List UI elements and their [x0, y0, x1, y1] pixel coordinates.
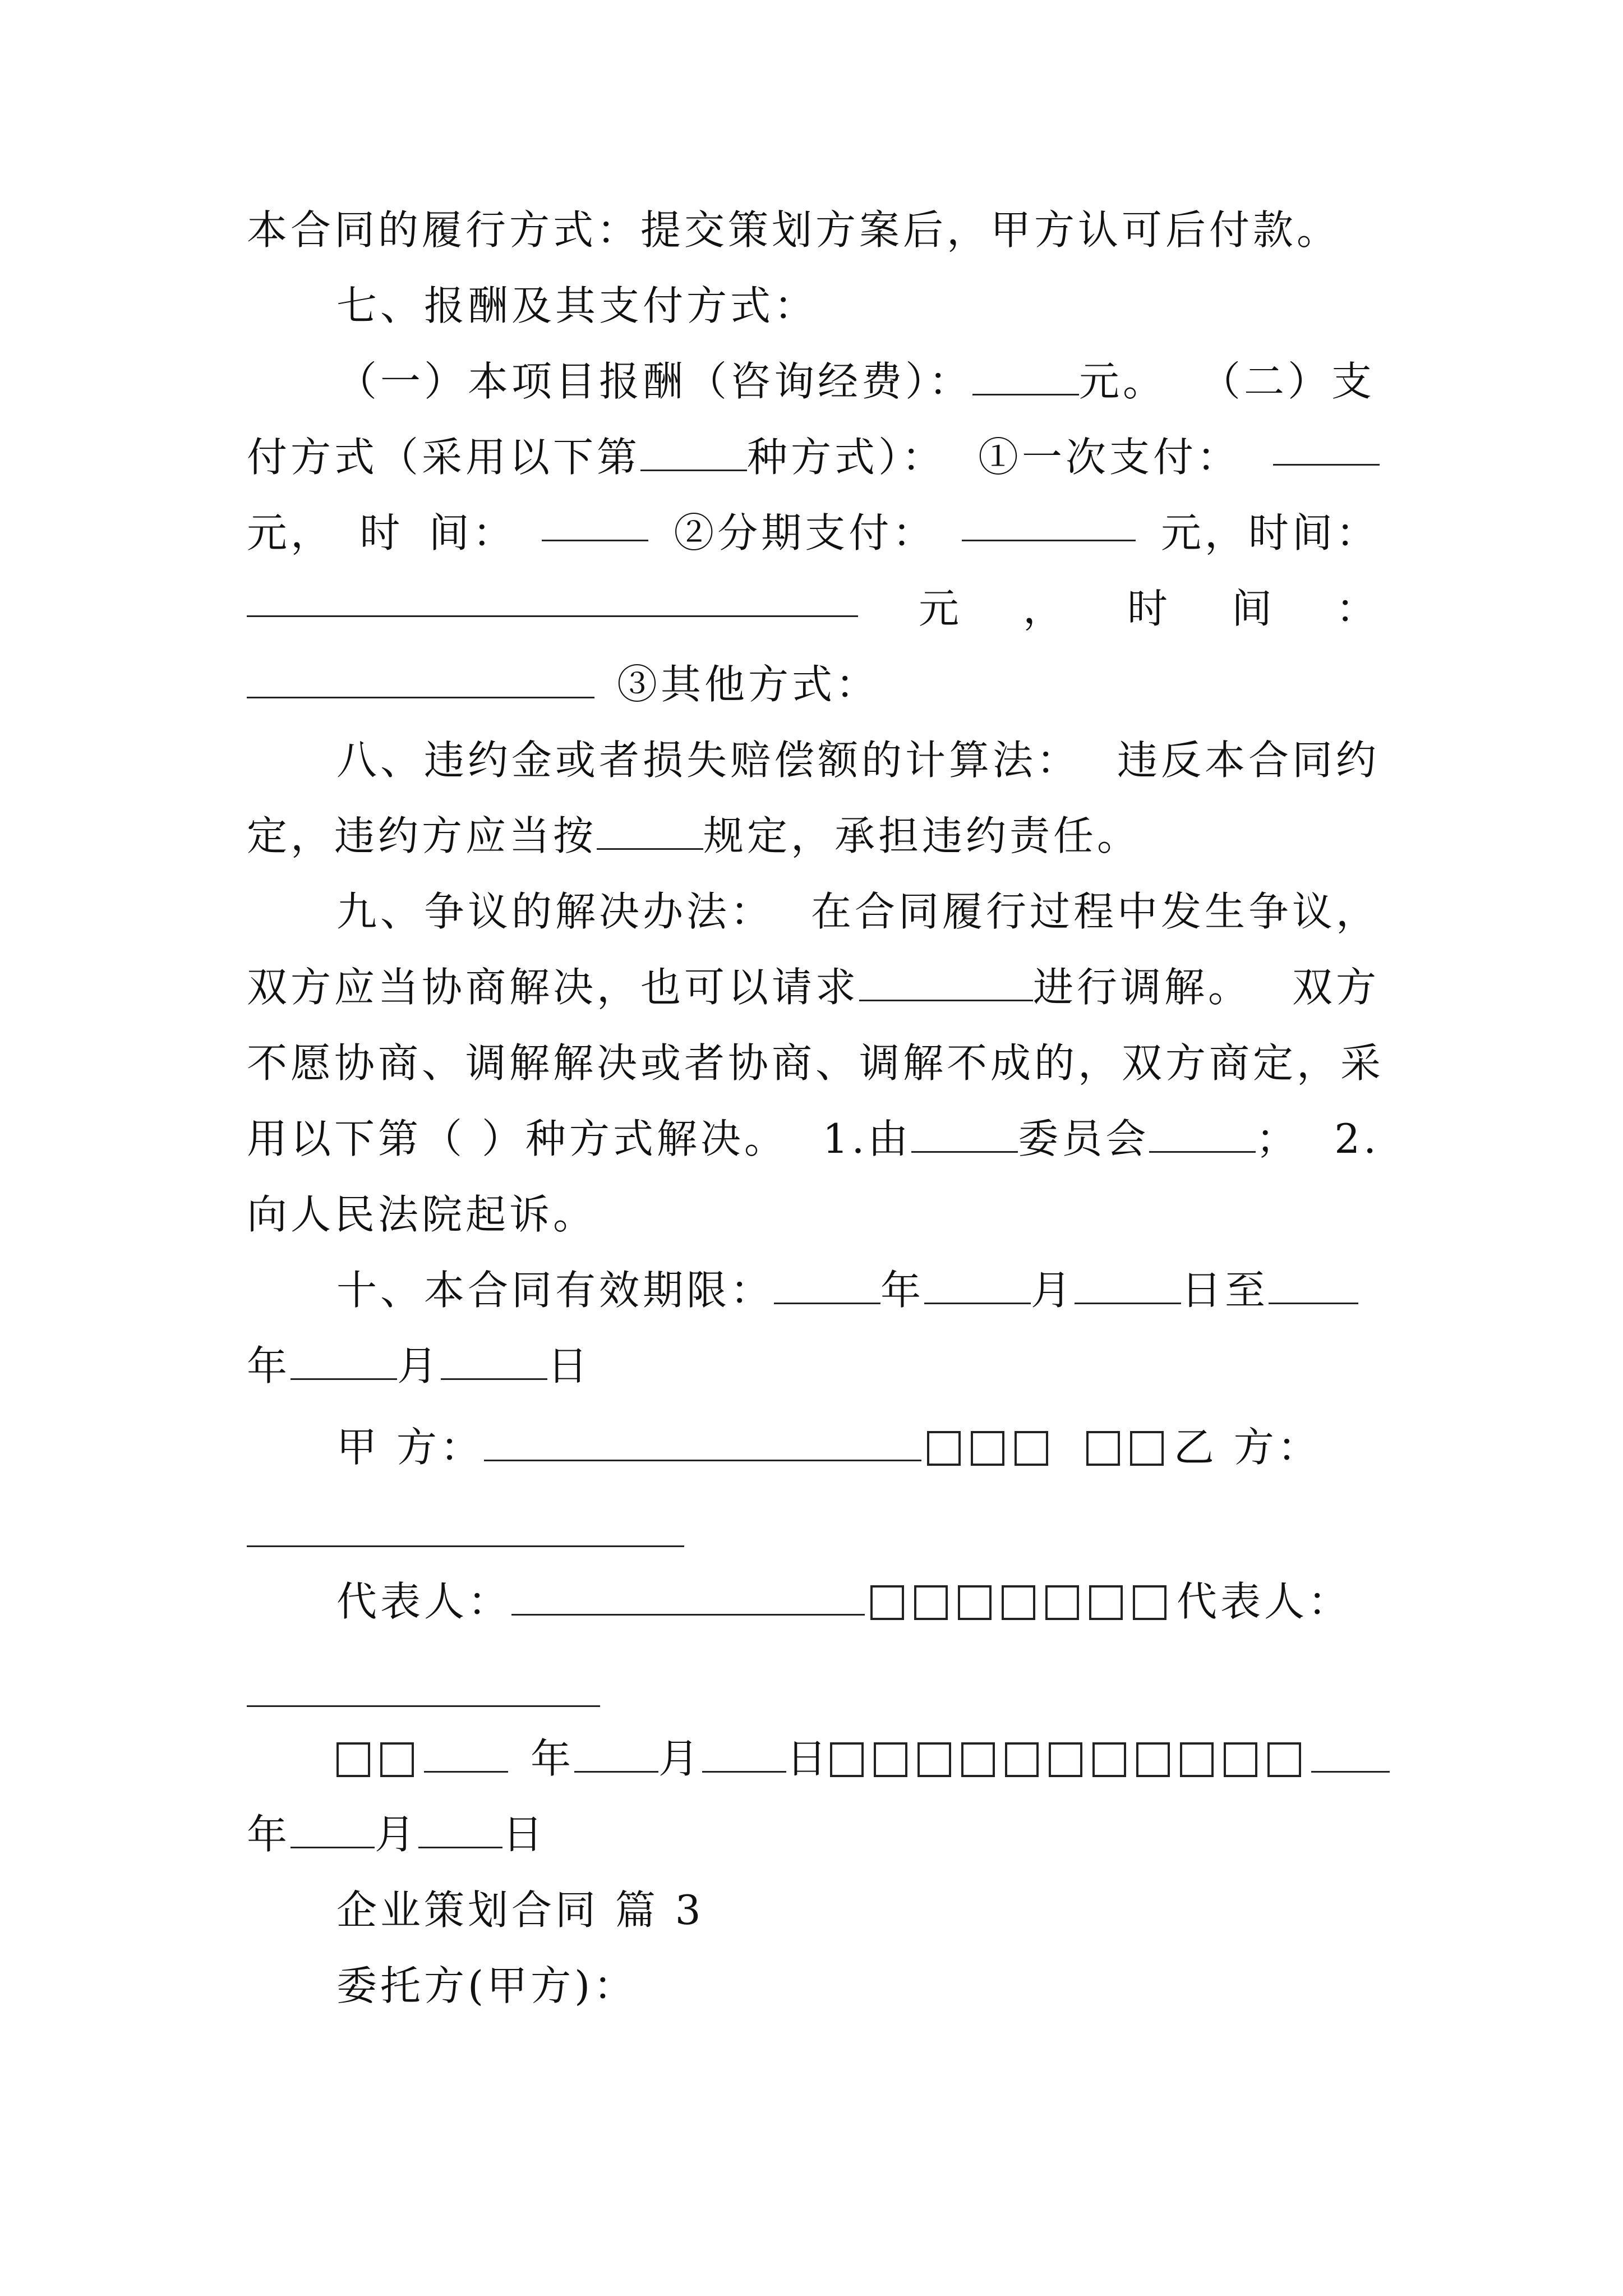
text-run: 九、争议的解决办法：	[336, 888, 774, 935]
blank-field[interactable]	[441, 1343, 547, 1380]
day-field[interactable]	[418, 1812, 502, 1848]
section-heading-7	[336, 278, 818, 334]
blank-field[interactable]	[859, 965, 1033, 1001]
blank-field[interactable]	[247, 662, 594, 698]
text-run: 规定，承担违约责任。	[703, 812, 1141, 859]
text-run: 向人民法院起诉。	[247, 1191, 597, 1238]
party-b-label: 乙 方：	[1173, 1424, 1321, 1471]
text-run: 间：	[428, 509, 517, 556]
paragraph-line	[247, 959, 1380, 1015]
paragraph-line	[247, 1111, 1380, 1167]
party-a-field[interactable]	[484, 1425, 921, 1461]
text-run: 日至	[1181, 1267, 1269, 1314]
placeholder-box	[1086, 1431, 1120, 1466]
placeholder-box	[971, 1431, 1004, 1466]
placeholder-box	[914, 1585, 948, 1620]
paragraph-line	[247, 1338, 591, 1394]
placeholder-box	[380, 1742, 414, 1777]
placeholder-box	[958, 1585, 992, 1620]
placeholder-box	[1267, 1742, 1301, 1777]
text-run: 月	[1031, 1267, 1075, 1314]
placeholder-box	[961, 1742, 995, 1777]
text-run: 1.由	[822, 1115, 912, 1162]
blank-field[interactable]	[924, 1268, 1031, 1304]
text-run: 年	[531, 1735, 575, 1782]
representative-b-label: 代表人：	[1177, 1578, 1352, 1625]
text-run: 种方式）：	[747, 434, 946, 481]
year-field[interactable]	[1311, 1736, 1390, 1773]
placeholder-box	[1049, 1742, 1082, 1777]
placeholder-box	[1130, 1431, 1164, 1466]
placeholder-box	[830, 1742, 864, 1777]
text-run: 双方应当协商解决，也可以请求	[247, 964, 860, 1011]
text-run: 本合同的履行方式：提交策划方案后，甲方认可后付款。	[247, 206, 1341, 254]
placeholder-box	[1180, 1742, 1214, 1777]
paragraph-line	[336, 1958, 637, 2014]
paragraph-line	[247, 1806, 546, 1862]
blank-field[interactable]	[911, 1116, 1018, 1153]
party-b-field[interactable]	[247, 1545, 684, 1547]
text-run: 八、违约金或者损失赔偿额的计算法：	[336, 737, 1081, 784]
representative-a-field[interactable]	[511, 1579, 865, 1616]
section-heading-10	[336, 1262, 1358, 1318]
text-run: ，	[1022, 585, 1067, 632]
text-run: 年	[880, 1267, 925, 1314]
text-run: 月	[375, 1811, 419, 1858]
placeholder-box	[874, 1742, 907, 1777]
blank-field[interactable]	[247, 581, 858, 617]
text-run: 月	[658, 1735, 703, 1782]
placeholder-box	[336, 1742, 370, 1777]
text-run: 定，违约方应当按	[247, 812, 597, 859]
text-run: 时	[1127, 585, 1171, 632]
text-run: 付方式（采用以下第	[247, 434, 641, 481]
blank-field[interactable]	[972, 359, 1079, 395]
blank-field[interactable]	[1273, 429, 1380, 466]
paragraph-line	[247, 1186, 597, 1243]
placeholder-box	[917, 1742, 951, 1777]
year-field[interactable]	[424, 1736, 508, 1773]
text-run: 年	[247, 1811, 291, 1858]
paragraph-line	[247, 656, 879, 712]
text-run: 日	[786, 1735, 831, 1782]
paragraph-line	[336, 353, 1375, 409]
paragraph-line	[247, 505, 1380, 561]
blank-field[interactable]	[1149, 1116, 1256, 1153]
blank-field[interactable]	[542, 505, 648, 541]
text-run: 元，	[247, 509, 335, 556]
text-run: 进行调解。	[1033, 964, 1252, 1011]
representative-a-label: 代表人：	[336, 1578, 512, 1625]
text-run: 年	[247, 1342, 291, 1389]
paragraph-line	[247, 1035, 1384, 1091]
text-run: 不愿协商、调解解决或者协商、调解不成的，双方商定，采	[247, 1039, 1385, 1087]
text-run: ①一次支付：	[978, 434, 1241, 481]
placeholder-box	[1005, 1742, 1039, 1777]
blank-field[interactable]	[1269, 1268, 1358, 1304]
text-run: ：	[1335, 585, 1380, 632]
signature-line-parties	[336, 1419, 1321, 1475]
month-field[interactable]	[291, 1812, 375, 1848]
text-run: 月	[397, 1342, 441, 1389]
paragraph-line	[247, 581, 1380, 637]
paragraph-line	[247, 808, 1141, 864]
section-title	[336, 1882, 704, 1938]
placeholder-box	[927, 1431, 961, 1466]
placeholder-box	[1089, 1585, 1123, 1620]
signature-line-representatives	[336, 1573, 1352, 1630]
text-run: 2.	[1334, 1115, 1380, 1162]
text-run: 日	[547, 1342, 592, 1389]
text-run: 时	[359, 509, 404, 556]
text-run: 双方	[1292, 964, 1380, 1011]
text-run: 违反本合同约	[1117, 737, 1380, 784]
text-run: 十、本合同有效期限：	[336, 1267, 774, 1314]
text-run: （一）本项目报酬（咨询经费）：	[336, 358, 973, 405]
blank-field[interactable]	[962, 505, 1136, 541]
section-heading-9	[336, 884, 1380, 940]
signature-line-dates	[336, 1731, 1390, 1787]
paragraph-line	[247, 202, 1340, 258]
placeholder-box	[1002, 1585, 1035, 1620]
month-field[interactable]	[574, 1736, 658, 1773]
placeholder-box	[1133, 1585, 1166, 1620]
placeholder-box	[1045, 1585, 1079, 1620]
representative-b-field[interactable]	[247, 1705, 600, 1707]
text-run: 在合同履行过程中发生争议，	[810, 888, 1380, 935]
text-run: 用以下第（ ）种方式解决。	[247, 1115, 788, 1162]
text-run: 日	[502, 1811, 547, 1858]
text-run: （二）支	[1200, 358, 1376, 405]
day-field[interactable]	[702, 1736, 786, 1773]
text-run: 元	[918, 585, 962, 632]
text-run: 间	[1231, 585, 1275, 632]
placeholder-box	[1092, 1742, 1126, 1777]
text-run: 委员会	[1018, 1115, 1150, 1162]
placeholder-box	[1224, 1742, 1257, 1777]
paragraph-line	[247, 429, 1380, 485]
text-run: 元，时间：	[1160, 509, 1380, 556]
text-run: ③其他方式：	[617, 661, 880, 708]
section-heading-8	[336, 732, 1380, 788]
text-run: ；	[1256, 1115, 1300, 1162]
text-run: 委托方(甲方)：	[336, 1962, 638, 2009]
blank-field[interactable]	[774, 1268, 880, 1304]
placeholder-box	[1136, 1742, 1170, 1777]
text-run: ②分期支付：	[674, 509, 937, 556]
text-run: 元。	[1079, 358, 1167, 405]
placeholder-box	[870, 1585, 904, 1620]
placeholder-box	[1015, 1431, 1048, 1466]
party-a-label: 甲 方：	[336, 1424, 484, 1471]
blank-field[interactable]	[291, 1343, 397, 1380]
text-run: 七、报酬及其支付方式：	[336, 282, 818, 329]
blank-field[interactable]	[597, 813, 703, 850]
text-run: 企业策划合同 篇 3	[336, 1887, 704, 1934]
blank-field[interactable]	[1075, 1268, 1181, 1304]
blank-field[interactable]	[640, 435, 747, 471]
